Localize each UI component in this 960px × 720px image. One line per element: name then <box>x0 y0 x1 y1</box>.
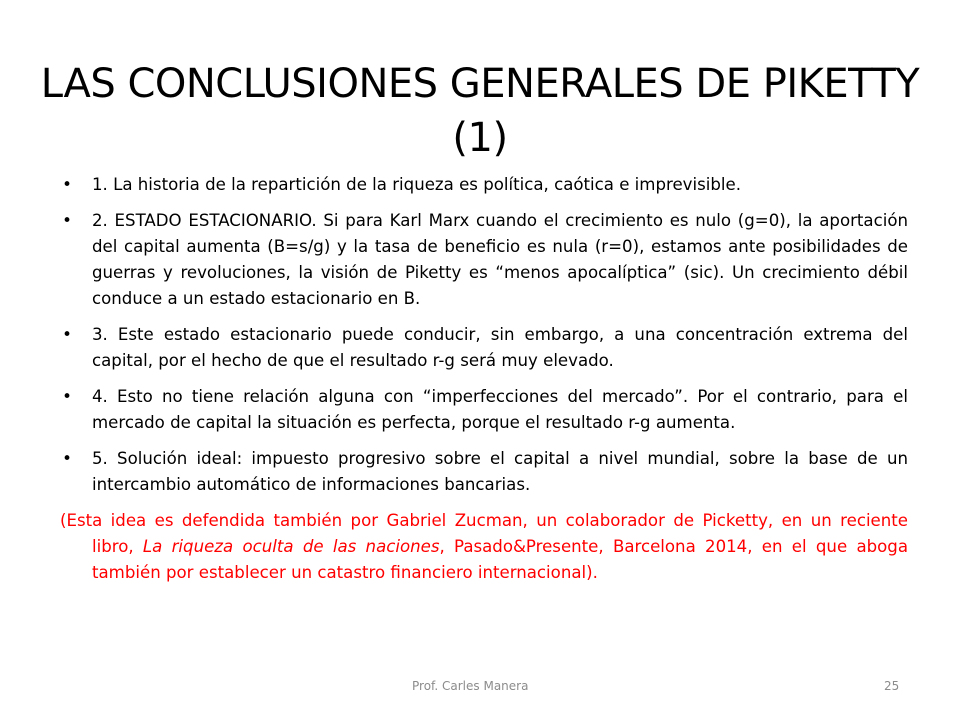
bullet-text: 5. Solución ideal: impuesto progresivo sobre el capital a nivel mundial, sobre la base de un intercambio automático de informaciones bancarias. <box>92 449 908 494</box>
note-item <box>60 508 908 586</box>
bullet-text: 1. La historia de la repartición de la riqueza es política, caótica e imprevisible. <box>92 175 741 194</box>
bullet-item-3 <box>60 322 908 374</box>
bullet-item-1 <box>60 172 908 198</box>
bullet-dot-icon: • <box>62 449 72 468</box>
bullet-list <box>60 172 908 586</box>
note-text-before: (Esta idea es defendida también por Gabriel Zucman, un colaborador de Picketty, en un reciente libro, <box>60 511 908 556</box>
bullet-text: 4. Esto no tiene relación alguna con “imperfecciones del mercado”. Por el contrario, para el mercado de capital la situación es perfecta, porque el resultado r-g aumenta. <box>92 387 908 432</box>
bullet-dot-icon: • <box>62 387 72 406</box>
footer-author: Prof. Carles Manera <box>412 679 529 693</box>
bullet-item-4 <box>60 384 908 436</box>
bullet-dot-icon: • <box>62 175 72 194</box>
footer-page-number: 25 <box>884 679 900 693</box>
bullet-text: 2. ESTADO ESTACIONARIO. Si para Karl Marx cuando el crecimiento es nulo (g=0), la aportación del capital aumenta (B=s/g) y la tasa de beneficio es nula (r=0), estamos ante posibilidades de guerras y revoluciones, la visión de Piketty es “menos apocalíptica” (sic). Un crecimiento débil conduce a un estado estacionario en B. <box>92 211 908 308</box>
bullet-dot-icon: • <box>62 325 72 344</box>
red-note-paragraph <box>60 508 908 586</box>
bullet-item-5 <box>60 446 908 498</box>
note-book-title: La riqueza oculta de las naciones <box>142 537 440 556</box>
slide-title: LAS CONCLUSIONES GENERALES DE PIKETTY (1) <box>40 60 920 161</box>
bullet-text: 3. Este estado estacionario puede conducir, sin embargo, a una concentración extrema del capital, por el hecho de que el resultado r-g será muy elevado. <box>92 325 908 370</box>
note-text-after: , Pasado&Presente, Barcelona 2014, en el que aboga también por establecer un catastro financiero internacional). <box>92 537 908 582</box>
bullet-dot-icon: • <box>62 211 72 230</box>
bullet-item-2 <box>60 208 908 312</box>
